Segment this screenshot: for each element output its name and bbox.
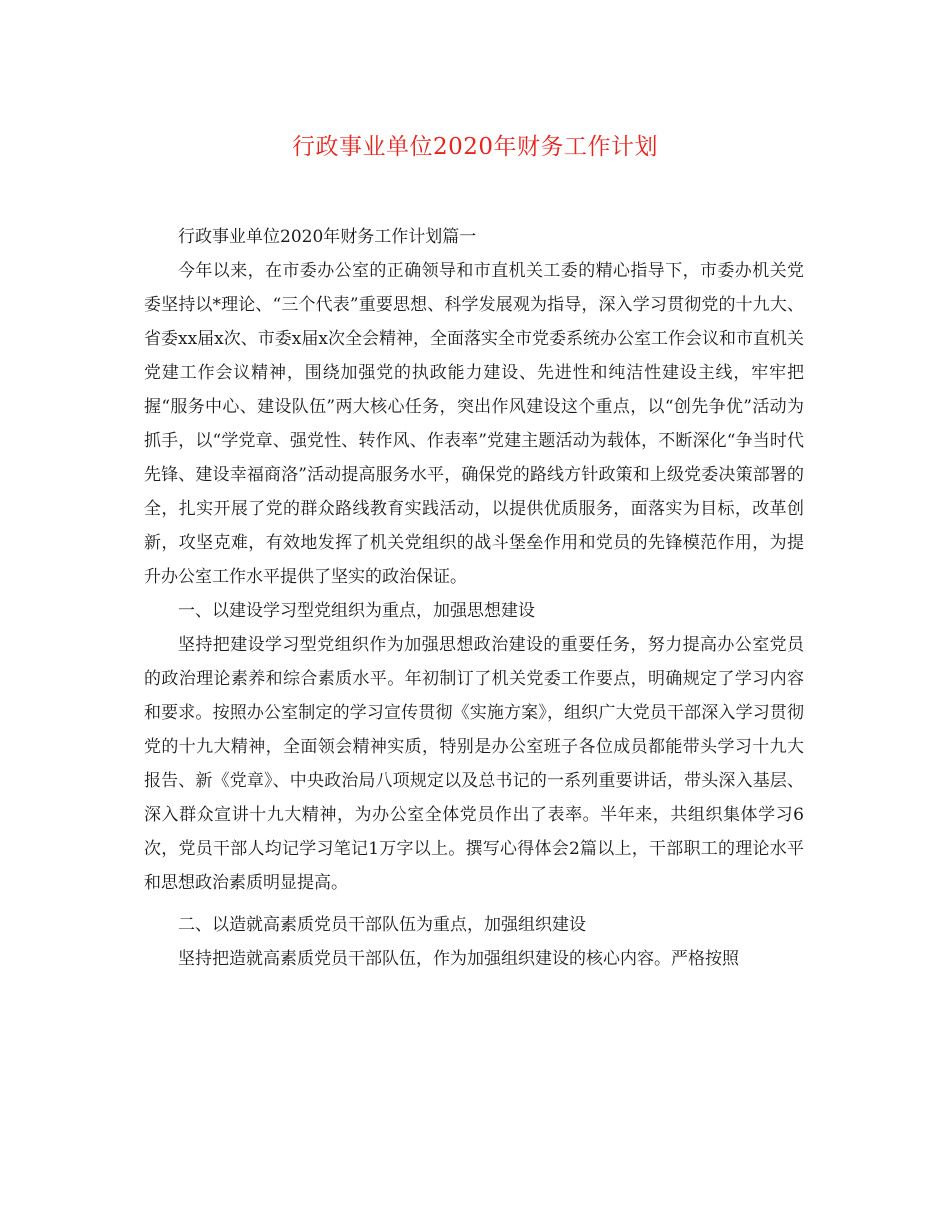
document-subtitle: 行政事业单位2020年财务工作计划篇一 (178, 227, 477, 247)
section-heading-2: 二、以造就高素质党员干部队伍为重点，加强组织建设 (178, 915, 586, 935)
document-title: 行政事业单位2020年财务工作计划 (291, 134, 659, 160)
intro-paragraph: 今年以来，在市委办公室的正确领导和市直机关工委的精心指导下，市委办机关党委坚持以*理论、“三个代表”重要思想、科学发展观为指导，深入学习贯彻党的十九大、省委xx届x次、市委x届x次全会精神，全面落实全市党委系统办公室工作会议和市直机关党建工作会议精神，围绕加强党的执政能力建设、先进性和纯洁性建设主线，牢牢把握“服务中心、建设队伍”两大核心任务，突出作风建设这个重点，以“创先争优”活动为抓手，以“学党章、强党性、转作风、作表率”党建主题活动为载体，不断深化“争当时代先锋、建设幸福商洛”活动提高服务水平，确保党的路线方针政策和上级党委决策部署的全，扎实开展了党的群众路线教育实践活动，以提供优质服务，面落实为目标，改革创新，攻坚克难，有效地发挥了机关党组织的战斗堡垒作用和党员的先锋模范作用，为提升办公室工作水平提供了坚实的政治保证。 (144, 261, 804, 587)
section-paragraph-1: 坚持把建设学习型党组织作为加强思想政治建设的重要任务，努力提高办公室党员的政治理论素养和综合素质水平。年初制订了机关党委工作要点，明确规定了学习内容和要求。按照办公室制定的学习宣传贯彻《实施方案》，组织广大党员干部深入学习贯彻党的十九大精神，全面领会精神实质，特别是办公室班子各位成员都能带头学习十九大报告、新《党章》、中央政治局八项规定以及总书记的一系列重要讲话，带头深入基层、深入群众宣讲十九大精神，为办公室全体党员作出了表率。半年来，共组织集体学习6次，党员干部人均记学习笔记1万字以上。撰写心得体会2篇以上，干部职工的理论水平和思想政治素质明显提高。 (144, 635, 804, 893)
document-body (144, 220, 804, 976)
paragraph-gap (144, 900, 804, 908)
section-heading-1: 一、以建设学习型党组织为重点，加强思想建设 (178, 601, 535, 621)
section-paragraph-2: 坚持把造就高素质党员干部队伍，作为加强组织建设的核心内容。严格按照 (178, 949, 739, 969)
